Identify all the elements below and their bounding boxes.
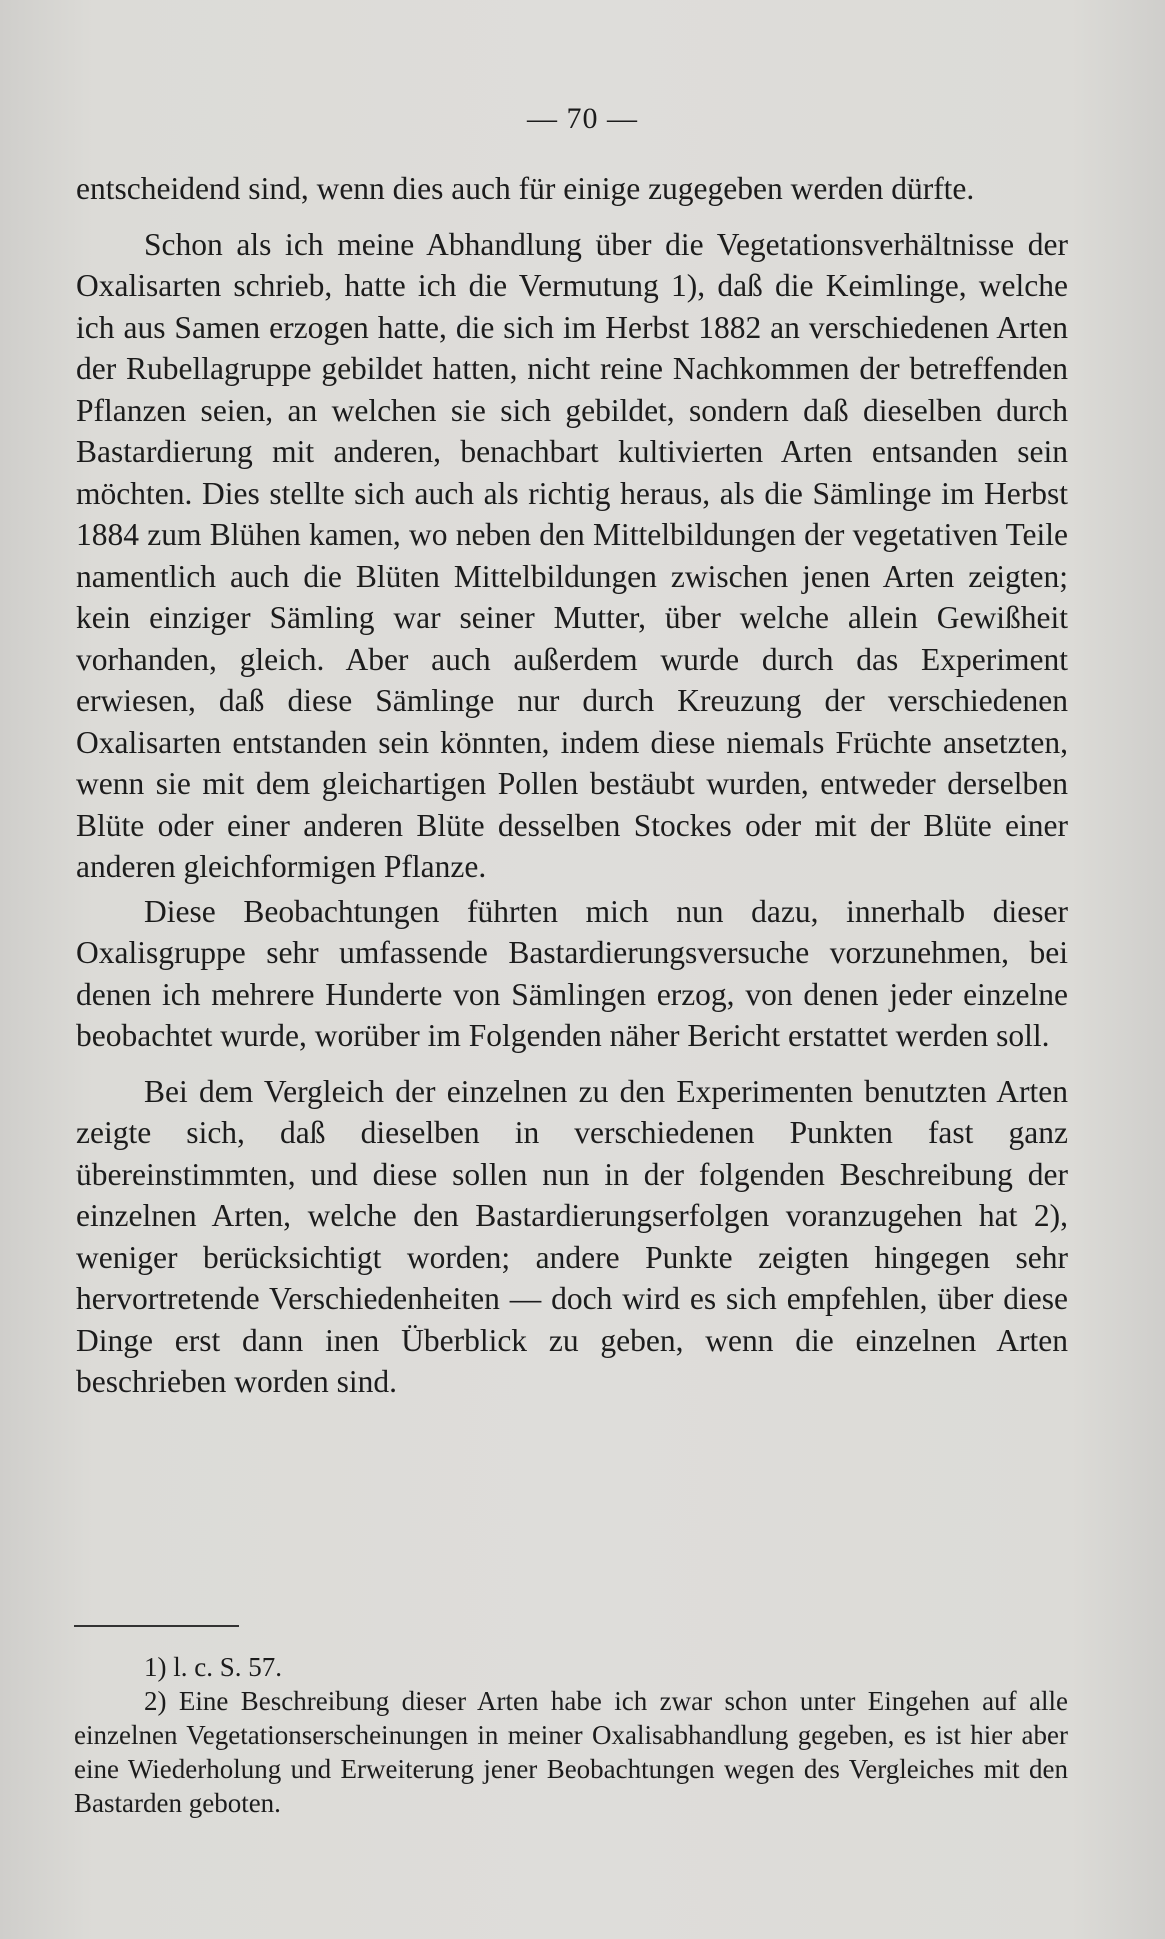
page-number: — 70 — bbox=[527, 102, 638, 135]
footnote: 1) l. c. S. 57. bbox=[144, 1652, 282, 1682]
footnote: 2) Eine Beschreibung dieser Arten habe ich zwar schon unter Eingehen auf alle einzelnen Vegetationserscheinungen in meiner Oxalisabhandlung gegeben, es ist hier aber eine Wiederholung und Erweiterung jener Beobachtungen wegen des Vergleiches mit den Bastarden geboten. bbox=[74, 1686, 1068, 1818]
paragraph: Bei dem Vergleich der einzelnen zu den Experimenten benutzten Arten zeigte sich, daß dieselben in verschiedenen Punkten fast ganz übereinstimmten, und diese sollen nun in der folgenden Beschreibung der einzelnen Arten, welche den Bastardierungserfolgen voranzugehen hat 2), weniger berücksichtigt worden; andere Punkte zeigten hingegen sehr hervortretende Verschiedenheiten — doch wird es sich empfehlen, über diese Dinge erst dann inen Überblick zu geben, wenn die einzelnen Arten beschrieben worden sind. bbox=[76, 1073, 1068, 1399]
paragraph-continuation: entscheidend sind, wenn dies auch für einige zugegeben werden dürfte. bbox=[76, 171, 975, 206]
footnote-divider bbox=[74, 1625, 239, 1627]
body-text bbox=[76, 168, 1068, 1403]
paragraph: Schon als ich meine Abhandlung über die Vegetationsverhältnisse der Oxalisarten schrieb, hatte ich die Vermutung 1), daß die Keimlinge, welche ich aus Samen erzogen hatte, die sich im Herbst 1882 an verschiedenen Arten der Rubellagruppe gebildet hatten, nicht reine Nachkommen der betreffenden Pflanzen seien, an welchen sie sich gebildet, sondern daß dieselben durch Bastardierung mit anderen, benachbart kultivierten Arten entsanden sein möchten. Dies stellte sich auch als richtig heraus, als die Sämlinge im Herbst 1884 zum Blühen kamen, wo neben den Mittelbildungen der vegetativen Teile namentlich auch die Blüten Mittelbildungen zwischen jenen Arten zeigten; kein einziger Sämling war seiner Mutter, über welche allein Gewißheit vorhanden, gleich. Aber auch außerdem wurde durch das Experiment erwiesen, daß diese Sämlinge nur durch Kreuzung der verschiedenen Oxalisarten entstanden sein könnten, indem diese niemals Früchte ansetzten, wenn sie mit dem gleichartigen Pollen bestäubt wurden, entweder derselben Blüte oder einer anderen Blüte desselben Stockes oder mit der Blüte einer anderen gleichformigen Pflanze. bbox=[76, 226, 1068, 884]
footnotes bbox=[74, 1650, 1068, 1820]
paragraph: Diese Beobachtungen führten mich nun dazu, innerhalb dieser Oxalisgruppe sehr umfassende Bastardierungsversuche vorzunehmen, bei denen ich mehrere Hunderte von Sämlingen erzog, von denen jeder einzelne beobachtet wurde, worüber im Folgenden näher Bericht erstattet werden soll. bbox=[76, 893, 1068, 1053]
